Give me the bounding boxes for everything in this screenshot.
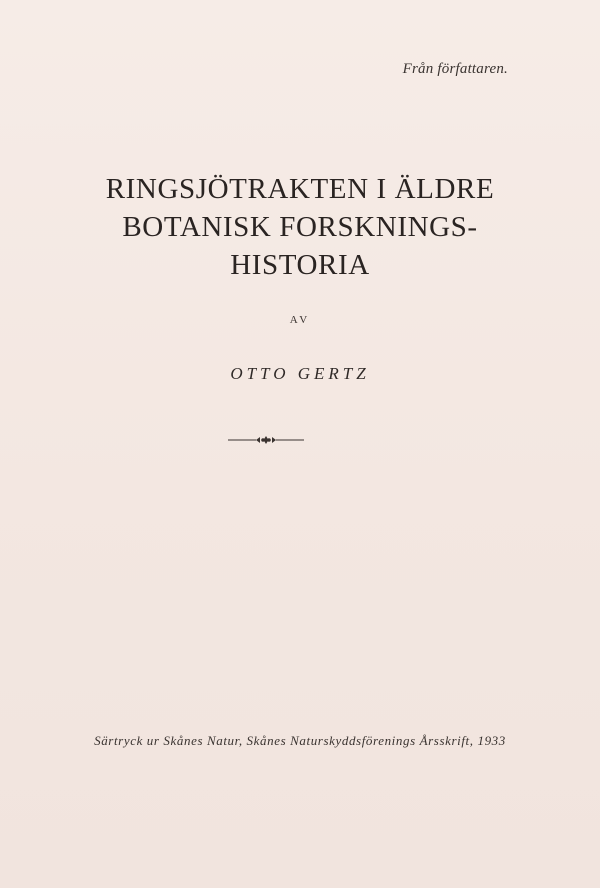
author-name: OTTO GERTZ [230,364,370,383]
decorative-divider-icon [226,432,306,448]
title-line-1: RINGSJÖTRAKTEN I ÄLDRE [105,173,495,205]
document-title [0,170,600,284]
dedication-note: Från författaren. [402,61,508,77]
publication-note: Särtryck ur Skånes Natur, Skånes Naturskyddsförenings Årsskrift, 1933 [94,733,506,748]
title-line-3: HISTORIA [230,249,370,281]
byline-prefix: AV [289,314,311,326]
title-line-2: BOTANISK FORSKNINGS- [122,211,478,243]
